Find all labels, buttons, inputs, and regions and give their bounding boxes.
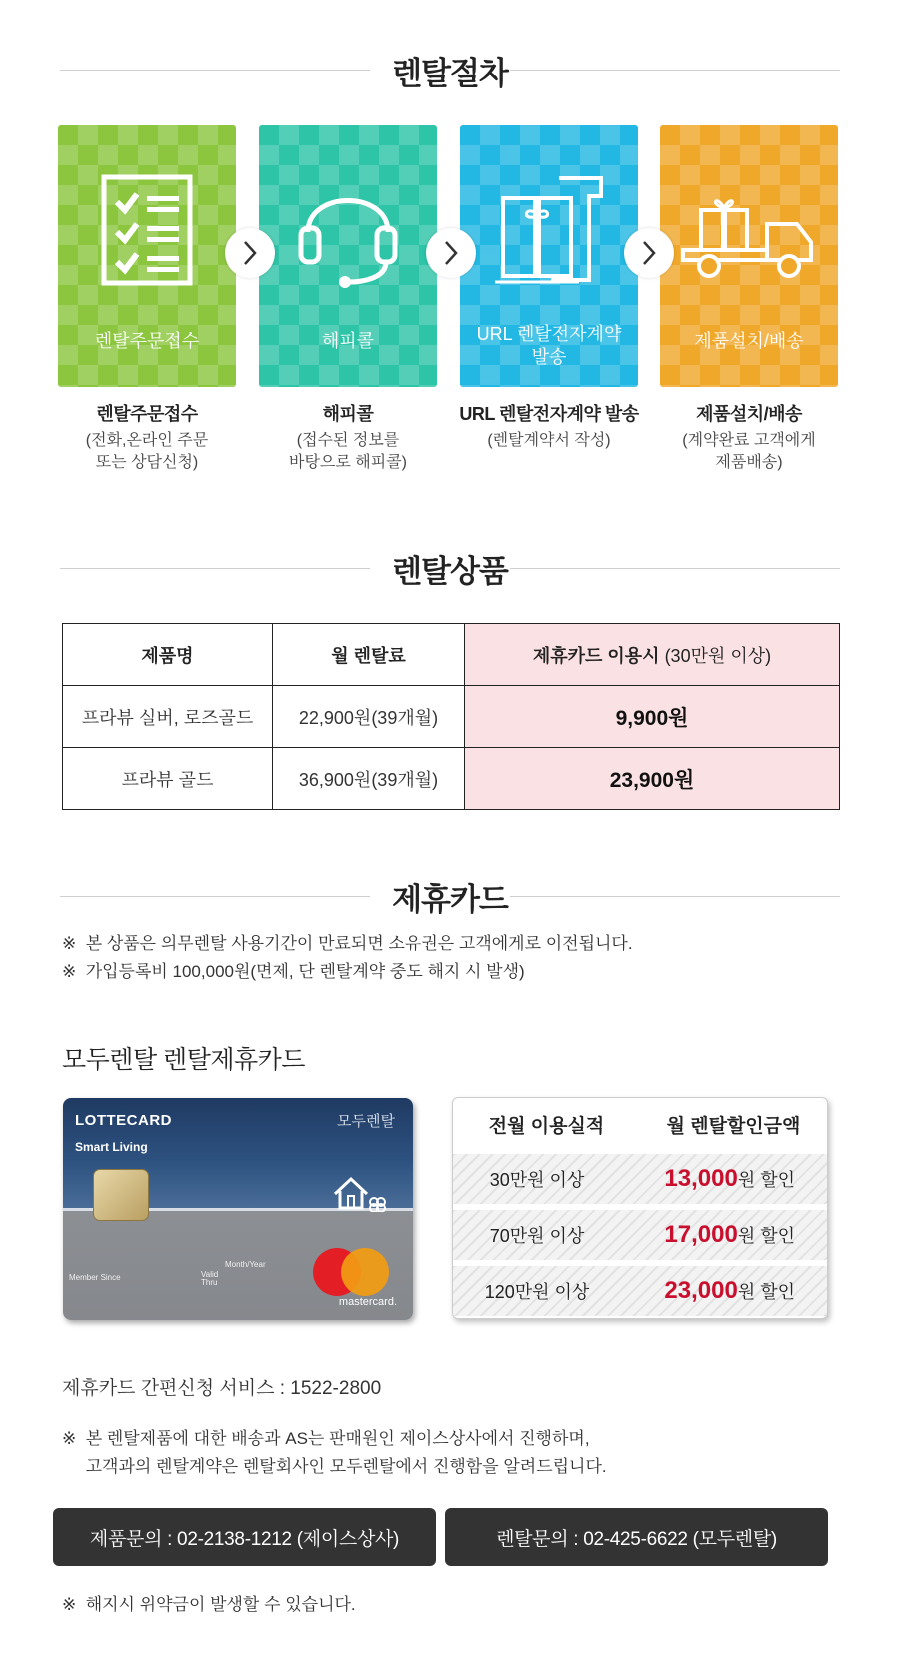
step-tile-label: 해피콜 [321, 331, 375, 351]
notice-line: ※ 가입등록비 100,000원(면제, 단 렌탈계약 중도 해지 시 발생) [62, 962, 525, 981]
chevron-right-icon [225, 228, 275, 278]
usage-tier: 70만원 이상 [489, 1226, 585, 1246]
products-section-title [0, 543, 900, 593]
notice-line: 고객과의 렌탈계약은 렌탈회사인 모두렌탈에서 진행함을 알려드립니다. [62, 1457, 607, 1476]
discount-amount: 13,000 [664, 1165, 738, 1192]
step-tile-label: 렌탈주문접수 [94, 331, 200, 351]
notice-line: ※ 본 상품은 의무렌탈 사용기간이 만료되면 소유권은 고객에게로 이전됩니다. [62, 934, 633, 953]
step-tile-label: URL 렌탈전자계약 발송 [476, 324, 622, 367]
discount-suffix: 원 할인 [737, 1170, 795, 1190]
product-name: 프라뷰 골드 [63, 748, 273, 810]
monthly-fee: 36,900원(39개월) [273, 748, 465, 810]
product-price-table [62, 623, 840, 810]
column-header-card [465, 624, 840, 686]
mastercard-logo-icon [313, 1248, 391, 1296]
column-header: 월 렌탈료 [273, 624, 465, 686]
step-description [248, 400, 448, 474]
monthly-fee: 22,900원(39개월) [273, 686, 465, 748]
step-title: 렌탈주문접수 [96, 404, 198, 424]
step-tile-contract [460, 125, 638, 387]
step-title: 제품설치/배송 [696, 404, 802, 424]
step-title: URL 렌탈전자계약 발송 [459, 404, 639, 424]
card-header-sub: (30만원 이상) [659, 645, 772, 666]
house-logo-icon [333, 1174, 387, 1217]
step-tile-order [58, 125, 236, 387]
step-subtext: (전화,온라인 주문 또는 상담신청) [85, 432, 209, 471]
products-title: 렌탈상품 [392, 553, 508, 589]
card-network-label: mastercard. [338, 1296, 397, 1308]
procedure-section-title [0, 45, 900, 95]
step-subtext: (접수된 정보를 바탕으로 해피콜) [289, 432, 407, 471]
partner-credit-card [63, 1098, 413, 1320]
valid-thru-label: Valid Thru [201, 1270, 219, 1287]
step-tile-label: 제품설치/배송 [694, 331, 804, 351]
discount-amount: 17,000 [664, 1221, 738, 1248]
table-row [63, 686, 840, 748]
headset-icon [259, 165, 437, 295]
notice-line: ※ 본 렌탈제품에 대한 배송과 AS는 판매원인 제이스상사에서 진행하며, [62, 1429, 590, 1448]
step-description [47, 400, 247, 474]
card-price: 9,900원 [465, 686, 840, 748]
chevron-right-icon [624, 228, 674, 278]
table-header-row [63, 624, 840, 686]
discount-amount-cell [621, 1277, 827, 1305]
card-header-main: 제휴카드 이용시 [532, 645, 660, 666]
usage-tier: 30만원 이상 [489, 1170, 585, 1190]
cancellation-notice: ※ 해지시 위약금이 발생할 수 있습니다. [62, 1595, 356, 1614]
chevron-right-icon [426, 228, 476, 278]
rental-inquiry-button[interactable]: 렌탈문의 : 02-425-6622 (모두렌탈) [445, 1508, 828, 1566]
member-since-label: Member Since [69, 1273, 121, 1282]
card-price: 23,900원 [465, 748, 840, 810]
discount-row [453, 1154, 827, 1204]
procedure-title: 렌탈절차 [392, 55, 508, 91]
discount-row [453, 1210, 827, 1260]
step-description [649, 400, 849, 474]
product-inquiry-button[interactable]: 제품문의 : 02-2138-1212 (제이스상사) [53, 1508, 436, 1566]
column-header: 전월 이용실적 [488, 1115, 605, 1137]
discount-suffix: 원 할인 [737, 1282, 795, 1302]
contract-gift-icon [460, 165, 638, 295]
card-partner-name: 모두렌탈 [337, 1113, 395, 1130]
discount-table [452, 1097, 828, 1319]
delivery-truck-icon [660, 165, 838, 295]
column-header: 월 렌탈할인금액 [666, 1115, 801, 1137]
step-title: 해피콜 [322, 404, 374, 424]
card-section-title: 모두렌탈 렌탈제휴카드 [62, 1046, 305, 1074]
discount-amount-cell [621, 1221, 827, 1249]
usage-tier: 120만원 이상 [484, 1282, 590, 1302]
step-subtext: (렌탈계약서 작성) [487, 432, 611, 449]
product-name: 프라뷰 실버, 로즈골드 [63, 686, 273, 748]
card-chip [93, 1169, 149, 1221]
partner-title: 제휴카드 [392, 881, 508, 917]
column-header: 제품명 [63, 624, 273, 686]
checklist-icon [58, 165, 236, 295]
discount-table-header [453, 1098, 827, 1150]
step-tile-delivery [660, 125, 838, 387]
discount-suffix: 원 할인 [737, 1226, 795, 1246]
discount-amount: 23,000 [664, 1277, 738, 1304]
step-tile-happycall [259, 125, 437, 387]
table-row [63, 748, 840, 810]
month-year-label: Month/Year [225, 1260, 266, 1269]
card-brand: LOTTECARD [75, 1112, 172, 1129]
card-product-name: Smart Living [75, 1140, 148, 1154]
discount-amount-cell [621, 1165, 827, 1193]
step-description [449, 400, 649, 452]
discount-row [453, 1266, 827, 1316]
card-service-phone: 제휴카드 간편신청 서비스 : 1522-2800 [62, 1378, 382, 1399]
partner-section-title [0, 871, 900, 921]
step-subtext: (계약완료 고객에게 제품배송) [682, 432, 816, 471]
